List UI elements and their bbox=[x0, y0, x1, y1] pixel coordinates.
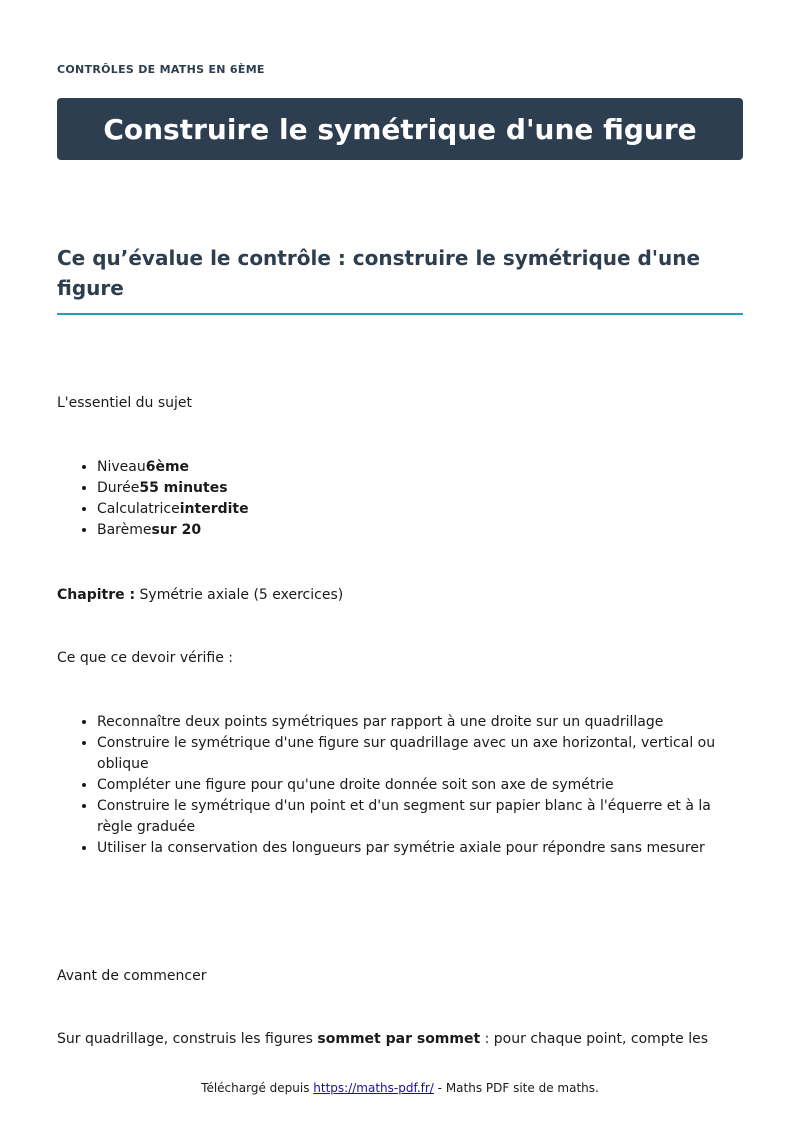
footer-link[interactable]: https://maths-pdf.fr/ bbox=[313, 1081, 434, 1095]
list-item: • Construire le symétrique d'un point et d'un segment sur papier blanc à l'équerre et à la règle graduée bbox=[97, 796, 743, 838]
list-item bbox=[97, 457, 743, 478]
verifie-heading: Ce que ce devoir vérifie : bbox=[57, 650, 234, 666]
footer-prefix: Téléchargé depuis bbox=[201, 1081, 310, 1095]
item-label: Niveau bbox=[97, 459, 146, 475]
list-item bbox=[97, 478, 743, 499]
list-item bbox=[97, 499, 743, 520]
list-item bbox=[97, 520, 743, 541]
header-kicker: CONTRÔLES DE MATHS EN 6ÈME bbox=[57, 63, 265, 76]
essentiel-list bbox=[57, 457, 743, 541]
avant-paragraph bbox=[57, 1029, 743, 1050]
verifie-list bbox=[57, 712, 743, 859]
item-label: Barème bbox=[97, 522, 152, 538]
item-value: interdite bbox=[179, 501, 249, 517]
item-value: sur 20 bbox=[151, 522, 202, 538]
list-item: • Reconnaître deux points symétriques par rapport à une droite sur un quadrillage bbox=[97, 712, 743, 733]
item-label: Calculatrice bbox=[97, 501, 180, 517]
section-title: Ce qu’évalue le contrôle : construire le symétrique d'une figure bbox=[57, 243, 743, 315]
list-item: • Utiliser la conservation des longueurs par symétrie axiale pour répondre sans mesurer bbox=[97, 838, 743, 859]
essentiel-heading: L'essentiel du sujet bbox=[57, 395, 193, 411]
avant-text-end: : pour chaque point, compte les bbox=[484, 1031, 709, 1047]
item-value: 6ème bbox=[145, 459, 190, 475]
item-value: 55 minutes bbox=[139, 480, 228, 496]
item-label: Durée bbox=[97, 480, 140, 496]
footer-suffix: - Maths PDF site de maths. bbox=[437, 1081, 599, 1095]
avant-text-bold: sommet par sommet bbox=[317, 1031, 481, 1047]
chapitre-label: Chapitre : bbox=[57, 587, 136, 603]
avant-text-start: Sur quadrillage, construis les figures bbox=[57, 1031, 313, 1047]
page-title: Construire le symétrique d'une figure bbox=[103, 112, 697, 146]
page-footer bbox=[0, 1080, 800, 1096]
list-item: • Compléter une figure pour qu'une droite donnée soit son axe de symétrie bbox=[97, 775, 743, 796]
avant-heading: Avant de commencer bbox=[57, 968, 207, 984]
title-banner bbox=[57, 98, 743, 160]
chapitre-value: Symétrie axiale (5 exercices) bbox=[139, 587, 344, 603]
list-item: • Construire le symétrique d'une figure sur quadrillage avec un axe horizontal, vertical ou oblique bbox=[97, 733, 743, 775]
chapitre-line bbox=[57, 585, 343, 606]
